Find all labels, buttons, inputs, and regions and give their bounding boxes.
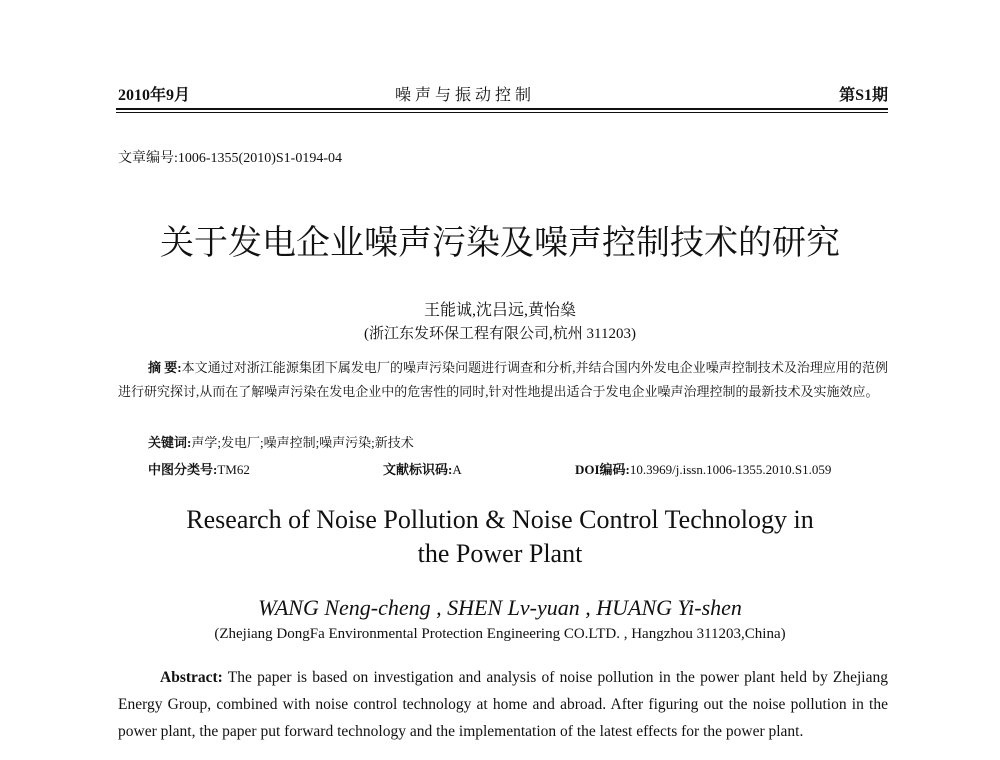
en-abstract-label: Abstract: <box>160 669 223 686</box>
cn-abstract <box>118 356 888 404</box>
en-title-line1: Research of Noise Pollution & Noise Control Technology in <box>186 505 814 534</box>
cn-affiliation: (浙江东发环保工程有限公司,杭州 311203) <box>364 326 636 342</box>
en-authors: WANG Neng-cheng , SHEN Lv-yuan , HUANG Yi-shen <box>258 595 742 620</box>
clc-value: TM62 <box>217 462 250 477</box>
en-affiliation: (Zhejiang DongFa Environmental Protection Engineering CO.LTD. , Hangzhou 311203,China) <box>214 626 786 642</box>
doi-value: 10.3969/j.issn.1006-1355.2010.S1.059 <box>629 462 832 477</box>
clc-label: 中图分类号: <box>148 462 218 477</box>
header-rule-thin <box>116 112 888 113</box>
doc-code-value: A <box>452 462 462 477</box>
header-journal: 噪 声 与 振 动 控 制 <box>395 87 532 104</box>
header-issue: 第S1期 <box>839 87 888 104</box>
doi-label: DOI编码: <box>575 462 630 477</box>
header-date: 2010年9月 <box>118 87 191 104</box>
header-rule <box>116 108 888 110</box>
en-abstract <box>118 664 888 745</box>
cn-keywords-label: 关键词: <box>148 435 192 450</box>
en-abstract-text: The paper is based on investigation and analysis of noise pollution in the power plant held by Zhejiang Energy Group, combined with noise control technology at home and abroad. After figuring out the noise pollution in the power plant, the paper put forward technology and the implementation of the latest effects for the power plant. <box>118 669 888 740</box>
article-number: 文章编号:1006-1355(2010)S1-0194-04 <box>118 151 342 166</box>
cn-title: 关于发电企业噪声污染及噪声控制技术的研究 <box>160 223 840 263</box>
doc-code-label: 文献标识码: <box>383 462 453 477</box>
cn-abstract-text: 本文通过对浙江能源集团下属发电厂的噪声污染问题进行调查和分析,并结合国内外发电企业噪声控制技术及治理应用的范例进行研究探讨,从而在了解噪声污染在发电企业中的危害性的同时,针对性地提出适合于发电企业噪声治理控制的最新技术及实施效应。 <box>118 360 888 399</box>
cn-authors: 王能诚,沈吕远,黄怡燊 <box>423 302 576 319</box>
cn-classification <box>118 458 888 482</box>
en-title-line2: the Power Plant <box>417 539 583 568</box>
cn-keywords-text: 声学;发电厂;噪声控制;噪声污染;新技术 <box>191 435 414 450</box>
cn-abstract-label: 摘 要: <box>148 360 182 375</box>
cn-keywords <box>118 431 888 455</box>
